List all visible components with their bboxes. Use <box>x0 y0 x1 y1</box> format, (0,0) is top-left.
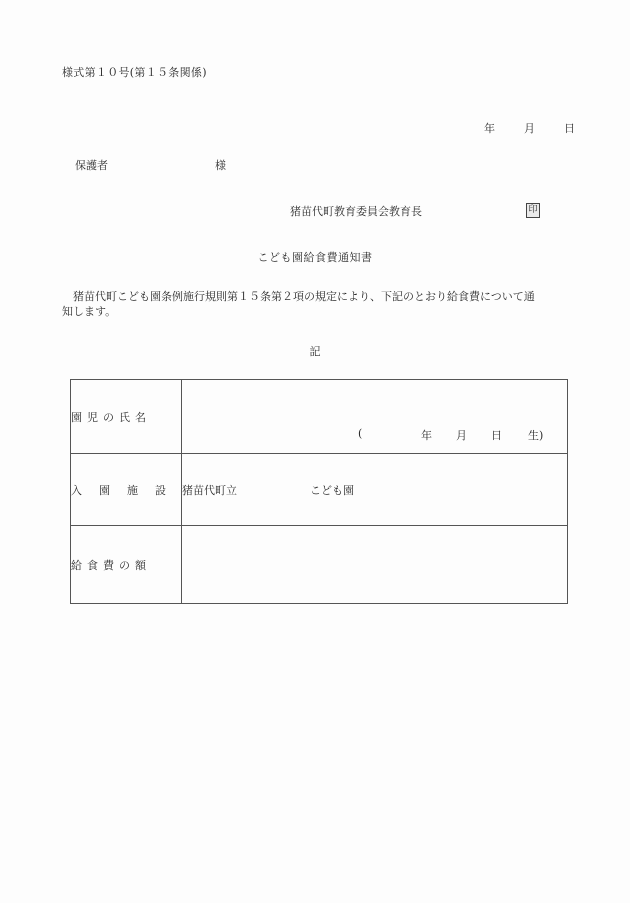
table-row-child-name <box>71 380 568 454</box>
label-char: 園 <box>99 483 110 497</box>
label-lunch-fee: 給食費の額 <box>71 526 182 604</box>
birth-open-paren: ( <box>358 427 363 440</box>
facility-suffix: こども園 <box>310 483 354 497</box>
ki-heading: 記 <box>309 345 321 358</box>
table-row-amount <box>71 526 568 604</box>
birth-year: 年 <box>421 429 432 442</box>
birth-day: 日 <box>491 429 502 442</box>
date-line <box>484 122 575 136</box>
issuer-name: 猪苗代町教育委員会教育長 <box>290 205 422 218</box>
guardian-label: 保護者 <box>75 159 108 172</box>
honorific: 様 <box>215 159 226 172</box>
birth-date-line <box>182 380 567 453</box>
notice-table <box>70 379 568 604</box>
label-char: 施 <box>127 483 138 497</box>
form-number: 様式第１０号(第１５条関係) <box>62 66 207 79</box>
document-body <box>62 289 582 319</box>
label-char: 入 <box>71 483 82 497</box>
facility-cell[interactable] <box>182 454 568 526</box>
body-text-line1: 猪苗代町こども園条例施行規則第１５条第２項の規定により、下記のとおり給食費について通 <box>73 290 535 303</box>
child-name-cell[interactable] <box>182 380 568 454</box>
label-facility <box>71 454 182 526</box>
label-char: 設 <box>155 483 166 497</box>
date-day: 日 <box>564 122 575 135</box>
birth-month: 月 <box>456 429 467 442</box>
body-text-line2: 知します。 <box>62 305 117 318</box>
date-month: 月 <box>524 122 535 135</box>
seal-icon: 印 <box>526 203 540 218</box>
label-child-name: 園児の氏名 <box>71 380 182 454</box>
table-row-facility <box>71 454 568 526</box>
date-year: 年 <box>484 122 495 135</box>
birth-suffix: 生) <box>528 429 544 442</box>
document-title: こども園給食費通知書 <box>257 251 373 264</box>
facility-prefix: 猪苗代町立 <box>182 483 237 497</box>
lunch-fee-cell[interactable] <box>182 526 568 604</box>
